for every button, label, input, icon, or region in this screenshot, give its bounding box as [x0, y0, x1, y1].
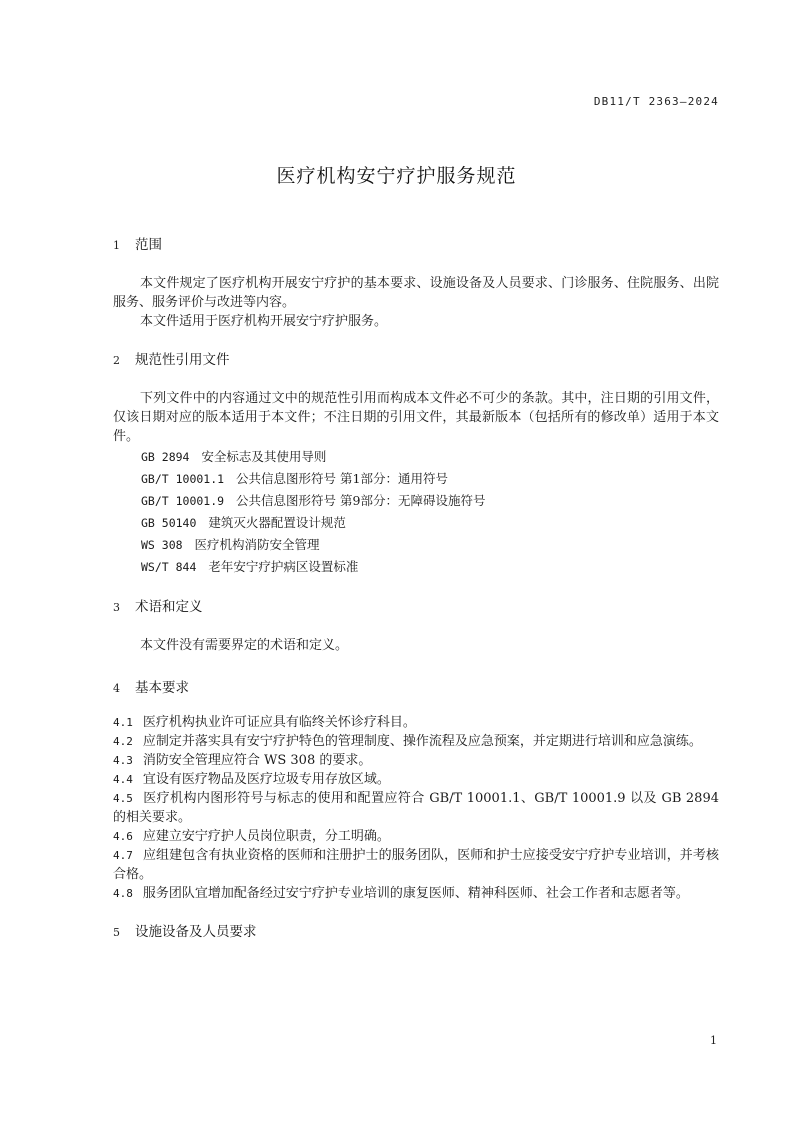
section-heading-terms-definitions — [113, 598, 719, 616]
clause-item — [113, 732, 719, 751]
clause-number: 4.8 — [113, 887, 133, 900]
reference-item — [113, 468, 719, 490]
clause-number: 4.6 — [113, 830, 133, 843]
section-title: 规范性引用文件 — [135, 352, 230, 368]
clause-number: 4.5 — [113, 792, 133, 805]
clause-text: 宜设有医疗物品及医疗垃圾专用存放区域。 — [142, 772, 390, 787]
reference-code: GB 50140 — [141, 516, 197, 530]
section-title: 范围 — [135, 237, 162, 253]
reference-name: 公共信息图形符号 第9部分：无障碍设施符号 — [236, 493, 486, 508]
clause-item — [113, 770, 719, 789]
section-heading-normative-references — [113, 351, 719, 369]
reference-name: 老年安宁疗护病区设置标准 — [208, 559, 359, 574]
clause-item — [113, 751, 719, 770]
reference-name: 建筑灭火器配置设计规范 — [208, 515, 346, 530]
clause-item — [113, 846, 719, 884]
scope-paragraph: 本文件规定了医疗机构开展安宁疗护的基本要求、设施设备及人员要求、门诊服务、住院服务、出院服务、服务评价与改进等内容。 — [113, 276, 719, 310]
section-number: 3 — [113, 601, 120, 614]
clause-number: 4.3 — [113, 754, 133, 767]
reference-code: WS/T 844 — [141, 560, 197, 574]
clause-text: 应制定并落实具有安宁疗护特色的管理制度、操作流程及应急预案，并定期进行培训和应急演练。 — [142, 734, 702, 749]
document-body — [113, 236, 719, 941]
clause-text: 服务团队宜增加配备经过安宁疗护专业培训的康复医师、精神科医师、社会工作者和志愿者等。 — [142, 886, 689, 901]
clause-text: 应组建包含有执业资格的医师和注册护士的服务团队，医师和护士应接受安宁疗护专业培训，并考核合格。 — [113, 848, 719, 882]
clause-item — [113, 884, 719, 903]
reference-code: GB/T 10001.9 — [141, 494, 225, 508]
clause-number: 4.1 — [113, 716, 133, 729]
reference-name: 安全标志及其使用导则 — [201, 449, 327, 464]
reference-code: WS 308 — [141, 538, 183, 552]
document-title: 医疗机构安宁疗护服务规范 — [276, 165, 517, 187]
section-heading-scope — [113, 236, 719, 254]
scope-applicability-paragraph: 本文件适用于医疗机构开展安宁疗护服务。 — [140, 314, 388, 329]
clause-number: 4.2 — [113, 735, 133, 748]
reference-name: 公共信息图形符号 第1部分：通用符号 — [236, 471, 448, 486]
clause-text: 消防安全管理应符合 WS 308 的要求。 — [142, 753, 372, 768]
clause-item — [113, 789, 719, 827]
reference-item — [113, 490, 719, 512]
reference-code: GB/T 10001.1 — [141, 472, 225, 486]
section-number: 1 — [113, 239, 120, 252]
terms-paragraph: 本文件没有需要界定的术语和定义。 — [140, 638, 349, 653]
clause-text: 医疗机构内图形符号与标志的使用和配置应符合 GB/T 10001.1、GB/T 10001.9 以及 GB 2894 的相关要求。 — [113, 791, 719, 825]
reference-code: GB 2894 — [141, 450, 190, 464]
page-number: 1 — [710, 1034, 717, 1047]
section-heading-facilities-personnel — [113, 923, 719, 941]
section-number: 5 — [113, 926, 120, 939]
clause-number: 4.4 — [113, 773, 133, 786]
section-heading-basic-requirements — [113, 679, 719, 697]
reference-item — [113, 534, 719, 556]
reference-item — [113, 446, 719, 468]
references-intro-paragraph: 下列文件中的内容通过文中的规范性引用而构成本文件必不可少的条款。其中，注日期的引用文件，仅该日期对应的版本适用于本文件；不注日期的引用文件，其最新版本（包括所有的修改单）适用于本文件。 — [113, 391, 719, 444]
clause-item — [113, 827, 719, 846]
reference-item — [113, 512, 719, 534]
document-code: DB11/T 2363—2024 — [593, 95, 719, 108]
section-title: 设施设备及人员要求 — [135, 924, 257, 940]
section-title: 基本要求 — [135, 680, 189, 696]
reference-item — [113, 556, 719, 578]
section-number: 4 — [113, 682, 120, 695]
section-number: 2 — [113, 354, 120, 367]
section-title: 术语和定义 — [135, 599, 203, 615]
clause-number: 4.7 — [113, 849, 133, 862]
clause-text: 应建立安宁疗护人员岗位职责，分工明确。 — [142, 829, 390, 844]
reference-name: 医疗机构消防安全管理 — [194, 537, 320, 552]
clause-item — [113, 713, 719, 732]
clause-text: 医疗机构执业许可证应具有临终关怀诊疗科目。 — [142, 715, 416, 730]
